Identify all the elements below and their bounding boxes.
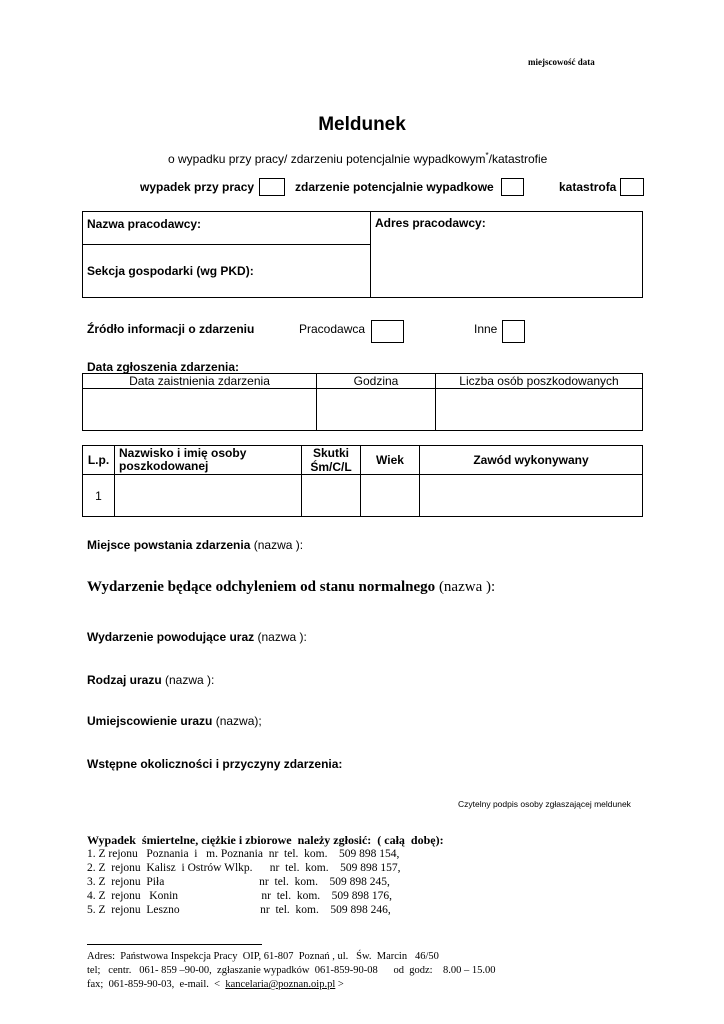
- victim-name-input[interactable]: [115, 475, 302, 517]
- event-date-table: [82, 373, 643, 431]
- injury-location-label: Umiejscowienie urazu: [87, 714, 213, 728]
- subtitle-text: o wypadku przy pracy/ zdarzeniu potencjalnie wypadkowym: [168, 152, 486, 166]
- circumstances-label[interactable]: Wstępne okoliczności i przyczyny zdarzenia:: [87, 757, 343, 771]
- victim-count-input[interactable]: [436, 389, 643, 431]
- employer-table: [82, 211, 643, 298]
- employer-sector-cell[interactable]: [83, 245, 371, 298]
- col-occupation: Zawód wykonywany: [420, 446, 643, 475]
- type-accident-label: wypadek przy pracy: [140, 180, 255, 194]
- list-item: 5. Z rejonu Leszno nr tel. kom. 509 898 246,: [87, 904, 391, 916]
- place-field[interactable]: [87, 538, 303, 552]
- footer-divider: [87, 944, 262, 945]
- injury-event-field[interactable]: [87, 630, 307, 644]
- col-effects-line2: Śm/C/L: [310, 460, 352, 474]
- injury-event-hint: (nazwa ):: [254, 630, 307, 644]
- table-row: [83, 475, 643, 517]
- col-effects: [302, 446, 361, 475]
- employer-sector-label: Sekcja gospodarki (wg PKD):: [87, 264, 254, 278]
- signature-label: Czytelny podpis osoby zgłaszającej meldunek: [458, 799, 631, 809]
- employer-name-cell[interactable]: [83, 212, 371, 245]
- footer-phone: tel; centr. 061- 859 –90-00, zgłaszanie wypadków 061-859-90-08 od godz: 8.00 – 15.00: [87, 965, 496, 976]
- injury-location-field[interactable]: [87, 714, 262, 728]
- effects-input[interactable]: [302, 475, 361, 517]
- source-other-checkbox[interactable]: [502, 320, 525, 343]
- list-item: 3. Z rejonu Piła nr tel. kom. 509 898 245,: [87, 876, 390, 888]
- deviation-field[interactable]: [87, 579, 495, 596]
- employer-name-label: Nazwa pracodawcy:: [87, 217, 202, 231]
- col-lp: L.p.: [83, 446, 115, 475]
- list-item: 4. Z rejonu Konin nr tel. kom. 509 898 176,: [87, 890, 393, 902]
- place-date-label: miejscowość data: [528, 57, 595, 67]
- employer-address-cell[interactable]: [371, 212, 643, 298]
- type-incident-label: zdarzenie potencjalnie wypadkowe: [295, 180, 494, 194]
- report-date-label: Data zgłoszenia zdarzenia:: [87, 360, 240, 374]
- source-employer-checkbox[interactable]: [371, 320, 404, 343]
- subtitle-footnote-mark: *: [485, 151, 489, 160]
- deviation-label: Wydarzenie będące odchyleniem od stanu normalnego: [87, 579, 436, 595]
- source-other-label: Inne: [474, 322, 498, 336]
- col-age: Wiek: [361, 446, 420, 475]
- footer-fax: fax; 061-859-90-03, e-mail. <: [87, 979, 226, 990]
- injury-type-label: Rodzaj urazu: [87, 673, 162, 687]
- type-accident-checkbox[interactable]: [259, 178, 285, 196]
- row-number: 1: [83, 475, 115, 517]
- event-time-input[interactable]: [317, 389, 436, 431]
- col-victim-count: Liczba osób poszkodowanych: [436, 374, 643, 389]
- source-label: Źródło informacji o zdarzeniu: [87, 322, 255, 336]
- injury-event-label: Wydarzenie powodujące uraz: [87, 630, 255, 644]
- type-catastrophe-checkbox[interactable]: [620, 178, 644, 196]
- list-item: 1. Z rejonu Poznania i m. Poznania nr tel. kom. 509 898 154,: [87, 848, 400, 860]
- injury-location-hint: (nazwa);: [212, 714, 262, 728]
- victims-table: [82, 445, 643, 517]
- employer-address-label: Adres pracodawcy:: [375, 216, 486, 230]
- footer-contact: [87, 979, 344, 990]
- injury-type-field[interactable]: [87, 673, 214, 687]
- place-label: Miejsce powstania zdarzenia: [87, 538, 251, 552]
- page-subtitle: [168, 151, 547, 166]
- occupation-input[interactable]: [420, 475, 643, 517]
- source-employer-label: Pracodawca: [299, 322, 366, 336]
- list-item: 2. Z rejonu Kalisz i Ostrów Wlkp. nr tel. kom. 509 898 157,: [87, 862, 401, 874]
- col-event-time: Godzina: [317, 374, 436, 389]
- subtitle-suffix: /katastrofie: [488, 152, 548, 166]
- place-hint: (nazwa ):: [250, 538, 304, 552]
- age-input[interactable]: [361, 475, 420, 517]
- type-incident-checkbox[interactable]: [501, 178, 524, 196]
- page-title: Meldunek: [318, 114, 406, 135]
- footer-address: Adres: Państwowa Inspekcja Pracy OIP, 61-807 Poznań , ul. Św. Marcin 46/50: [87, 951, 439, 962]
- col-event-date: Data zaistnienia zdarzenia: [83, 374, 317, 389]
- footer-suffix: >: [335, 979, 344, 990]
- injury-type-hint: (nazwa ):: [161, 673, 215, 687]
- event-date-input[interactable]: [83, 389, 317, 431]
- contacts-heading: Wypadek śmiertelne, ciężkie i zbiorowe należy zgłosić: ( całą dobę):: [87, 833, 444, 847]
- type-catastrophe-label: katastrofa: [559, 180, 617, 194]
- col-effects-line1: Skutki: [312, 446, 349, 460]
- col-victim-name: Nazwisko i imię osoby poszkodowanej: [115, 446, 302, 475]
- email-link[interactable]: kancelaria@poznan.oip.pl: [225, 979, 336, 990]
- deviation-hint: (nazwa ):: [435, 579, 496, 595]
